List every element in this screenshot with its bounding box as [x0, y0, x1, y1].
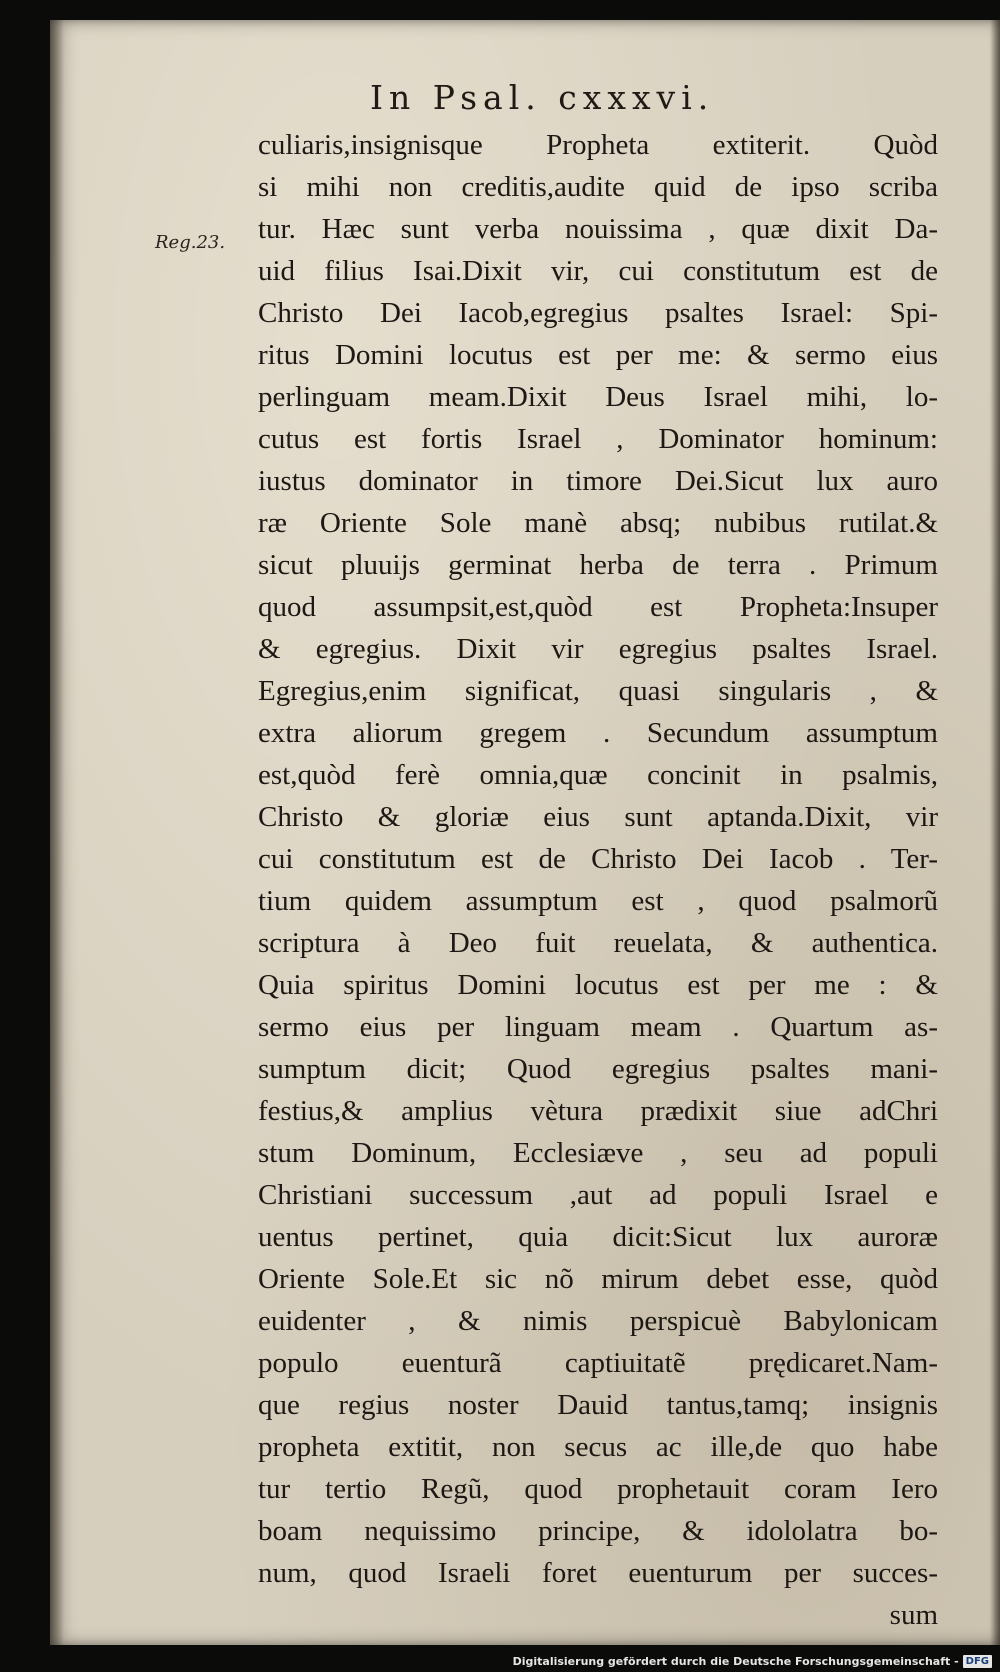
text-line: est,quòd ferè omnia,quæ concinit in psalmis, — [258, 759, 938, 791]
text-line: sumptum dicit; Quod egregius psaltes mani- — [258, 1053, 938, 1085]
text-line: tium quidem assumptum est , quod psalmorũ — [258, 885, 938, 917]
text-line: festius,& amplius vètura prædixit siue adChri — [258, 1095, 938, 1127]
text-line: uentus pertinet, quia dicit:Sicut lux auroræ — [258, 1221, 938, 1253]
text-line: si mihi non creditis,audite quid de ipso scriba — [258, 171, 938, 203]
text-line: populo euenturã captiuitatẽ prędicaret.Nam- — [258, 1347, 938, 1379]
running-head: In Psal. cxxxvi. — [370, 78, 715, 117]
text-line: euidenter , & nimis perspicuè Babylonicam — [258, 1305, 938, 1337]
text-line: perlinguam meam.Dixit Deus Israel mihi, lo- — [258, 381, 938, 413]
text-line: uid filius Isai.Dixit vir, cui constitutum est de — [258, 255, 938, 287]
text-line: scriptura à Deo fuit reuelata, & authentica. — [258, 927, 938, 959]
text-line: Christo Dei Iacob,egregius psaltes Israel: Spi- — [258, 297, 938, 329]
text-line: sicut pluuijs germinat herba de terra . Primum — [258, 549, 938, 581]
text-line: Quia spiritus Domini locutus est per me : & — [258, 969, 938, 1001]
text-line: & egregius. Dixit vir egregius psaltes Israel. — [258, 633, 938, 665]
text-line: num, quod Israeli foret euenturum per succes- — [258, 1557, 938, 1589]
text-line: cui constitutum est de Christo Dei Iacob . Ter- — [258, 843, 938, 875]
text-line: Egregius,enim significat, quasi singularis , & — [258, 675, 938, 707]
text-line: boam nequissimo principe, & idololatra bo- — [258, 1515, 938, 1547]
text-line: iustus dominator in timore Dei.Sicut lux auro — [258, 465, 938, 497]
text-line: Christiani successum ,aut ad populi Israel e — [258, 1179, 938, 1211]
credit-text: Digitalisierung gefördert durch die Deutsche Forschungsgemeinschaft - — [512, 1655, 959, 1668]
digitization-credit — [513, 1655, 992, 1668]
text-line: ræ Oriente Sole manè absq; nubibus rutilat.& — [258, 507, 938, 539]
text-line: tur. Hæc sunt verba nouissima , quæ dixit Da- — [258, 213, 938, 245]
text-line: culiaris,insignisque Propheta extiterit. Quòd — [258, 129, 938, 161]
margin-note: Reg.23. — [155, 232, 226, 253]
text-line: quod assumpsit,est,quòd est Propheta:Insuper — [258, 591, 938, 623]
book-page — [50, 20, 1000, 1645]
text-line: propheta extitit, non secus ac ille,de quo habe — [258, 1431, 938, 1463]
text-line: stum Dominum, Ecclesiæve , seu ad populi — [258, 1137, 938, 1169]
text-line: Oriente Sole.Et sic nõ mirum debet esse, quòd — [258, 1263, 938, 1295]
dfg-logo-icon: DFG — [963, 1655, 992, 1668]
text-line: tur tertio Regũ, quod prophetauit coram Iero — [258, 1473, 938, 1505]
text-line: Christo & gloriæ eius sunt aptanda.Dixit, vir — [258, 801, 938, 833]
text-line: extra aliorum gregem . Secundum assumptum — [258, 717, 938, 749]
text-line: sermo eius per linguam meam . Quartum as- — [258, 1011, 938, 1043]
text-line: cutus est fortis Israel , Dominator hominum: — [258, 423, 938, 455]
catchword: sum — [889, 1599, 938, 1631]
text-line: que regius noster Dauid tantus,tamq; insignis — [258, 1389, 938, 1421]
body-text — [258, 124, 938, 1636]
text-line: ritus Domini locutus est per me: & sermo eius — [258, 339, 938, 371]
